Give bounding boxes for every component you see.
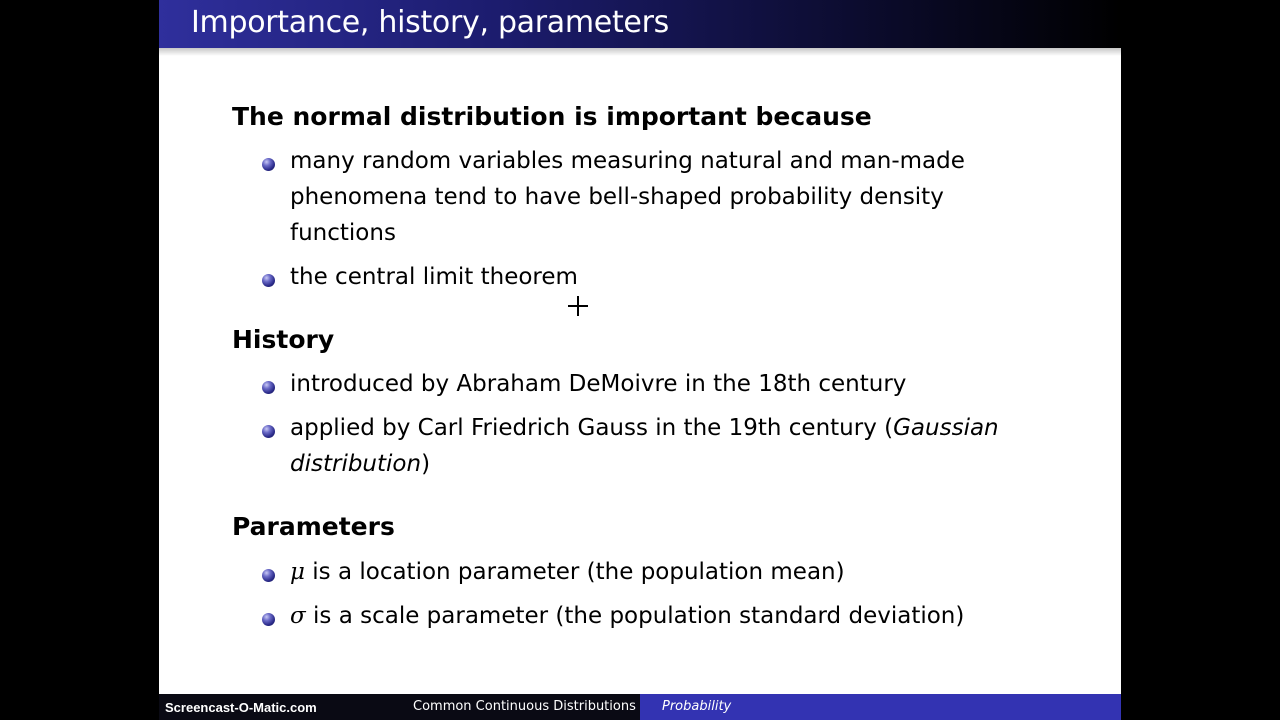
list-item-line: phenomena tend to have bell-shaped probability density <box>290 184 944 210</box>
sphere-bullet-icon <box>262 274 275 287</box>
list-item <box>290 143 1050 251</box>
slide-title: Importance, history, parameters <box>191 5 669 40</box>
sigma-symbol: σ <box>290 603 306 629</box>
section-heading-parameters: Parameters <box>232 512 395 541</box>
list-item-text: is a scale parameter (the population standard deviation) <box>305 603 965 629</box>
mu-symbol: μ <box>290 559 305 585</box>
footer-right-panel <box>640 694 1121 720</box>
sphere-bullet-icon <box>262 381 275 394</box>
italic-term: distribution <box>290 451 422 477</box>
list-item-text: is a location parameter (the population mean) <box>304 559 845 585</box>
list-item-line <box>290 598 1050 634</box>
section-heading-history: History <box>232 325 335 354</box>
list-item <box>290 598 1050 634</box>
sphere-bullet-icon <box>262 569 275 582</box>
sphere-bullet-icon <box>262 425 275 438</box>
list-item-line: introduced by Abraham DeMoivre in the 18th century <box>290 371 907 397</box>
list-item-line <box>290 446 1050 482</box>
footer-course-title: Probability <box>662 699 732 714</box>
italic-term: Gaussian <box>893 415 999 441</box>
title-bar-shadow <box>159 48 1121 56</box>
list-item-line <box>290 410 1050 446</box>
sphere-bullet-icon <box>262 613 275 626</box>
footer-section-title: Common Continuous Distributions <box>413 699 636 714</box>
list-item-line: functions <box>290 220 396 246</box>
list-item <box>290 366 1050 402</box>
crosshair-cursor-icon <box>568 296 588 316</box>
list-item-line: the central limit theorem <box>290 264 578 290</box>
list-item-text: ) <box>421 451 431 477</box>
list-item-line: many random variables measuring natural and man-made <box>290 148 965 174</box>
title-bar <box>159 0 1121 48</box>
list-item <box>290 410 1050 482</box>
presentation-slide <box>159 0 1121 720</box>
section-heading-importance: The normal distribution is important because <box>232 102 872 131</box>
watermark: Screencast-O-Matic.com <box>165 700 317 715</box>
list-item <box>290 554 1050 590</box>
list-item-line <box>290 554 1050 590</box>
list-item-text: applied by Carl Friedrich Gauss in the 19th century ( <box>290 415 894 441</box>
list-item <box>290 259 1050 295</box>
sphere-bullet-icon <box>262 158 275 171</box>
